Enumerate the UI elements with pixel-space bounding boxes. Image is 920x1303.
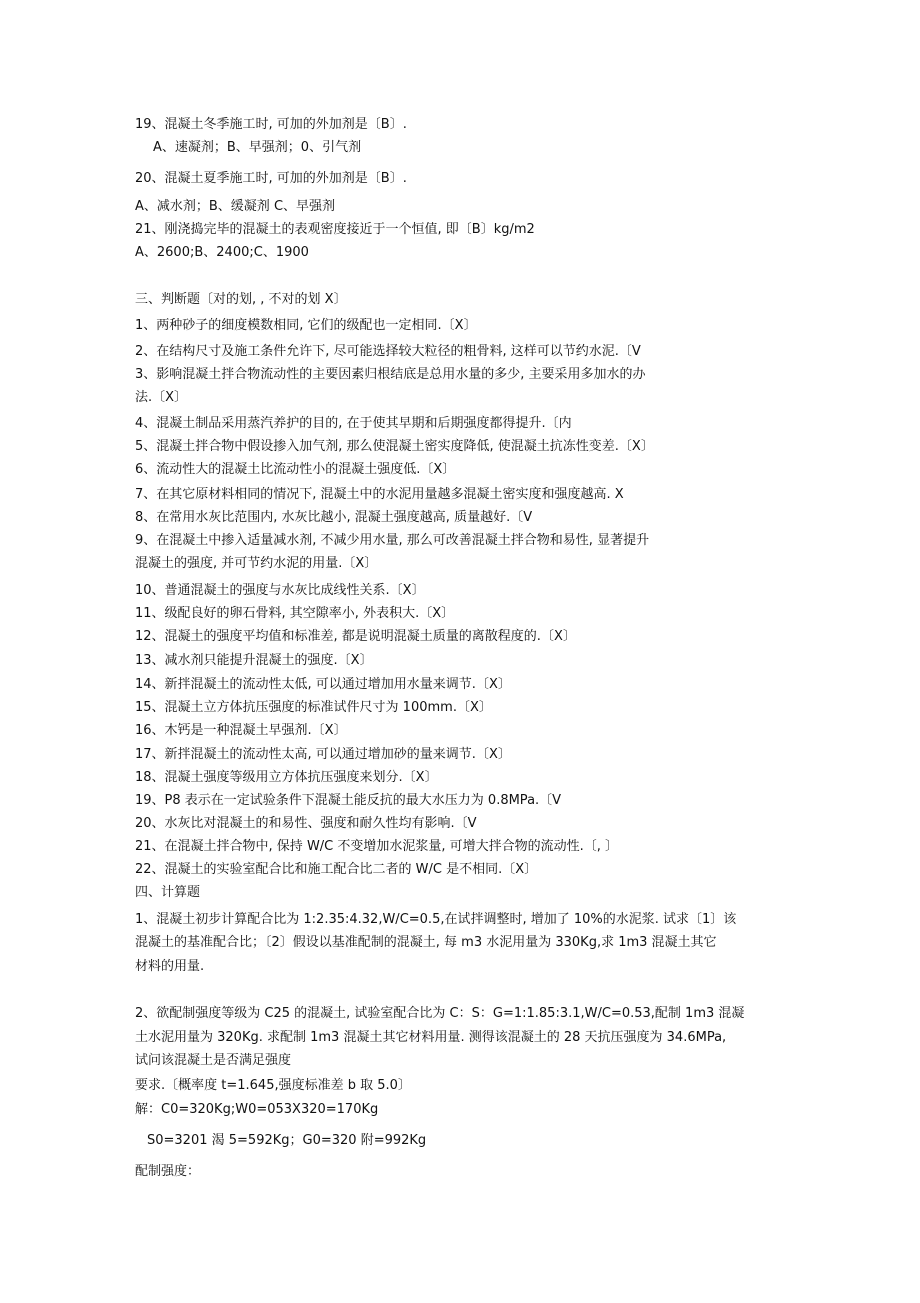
judgement-item-12: 12、混凝土的强度平均值和标准差, 都是说明混凝土质量的离散程度的.〔X〕 bbox=[135, 629, 576, 644]
question-21-text: 21、刚浇捣完毕的混凝土的表观密度接近于一个恒值, 即〔B〕kg/m2 bbox=[135, 222, 535, 237]
question-20-text: 20、混凝土夏季施工时, 可加的外加剂是〔B〕. bbox=[135, 171, 407, 186]
judgement-item-4: 4、混凝土制品采用蒸汽养护的目的, 在于使其早期和后期强度都得提升.〔内 bbox=[135, 416, 572, 431]
question-19-text: 19、混凝土冬季施工时, 可加的外加剂是〔B〕. bbox=[135, 117, 407, 132]
section-heading-judgement: 三、判断题〔对的划, , 不对的划 X〕 bbox=[135, 292, 347, 307]
question-21-options: A、2600;B、2400;C、1900 bbox=[135, 245, 309, 260]
question-19-options: A、速凝剂；B、早强剂；0、引气剂 bbox=[153, 140, 362, 155]
judgement-item-9-cont: 混凝土的强度, 并可节约水泥的用量.〔X〕 bbox=[135, 556, 378, 571]
judgement-item-6: 6、流动性大的混凝土比流动性小的混凝土强度低.〔X〕 bbox=[135, 462, 456, 477]
question-20-options: A、减水剂；B、缓凝剂 C、早强剂 bbox=[135, 199, 336, 214]
judgement-item-8: 8、在常用水灰比范围内, 水灰比越小, 混凝土强度越高, 质量越好.〔V bbox=[135, 510, 533, 525]
calc-problem-2-line-2: 土水泥用量为 320Kg. 求配制 1m3 混凝土其它材料用量. 测得该混凝土的 28 天抗压强度为 34.6MPa, bbox=[135, 1030, 727, 1045]
judgement-item-18: 18、混凝土强度等级用立方体抗压强度来划分.〔X〕 bbox=[135, 770, 438, 785]
calc-problem-2-line-1: 2、欲配制强度等级为 C25 的混凝土, 试验室配合比为 C：S：G=1:1.85:3.1,W/C=0.53,配制 1m3 混凝 bbox=[135, 1006, 745, 1021]
judgement-item-22: 22、混凝土的实验室配合比和施工配合比二者的 W/C 是不相同.〔X〕 bbox=[135, 862, 538, 877]
judgement-item-19: 19、P8 表示在一定试验条件下混凝土能反抗的最大水压力为 0.8MPa.〔V bbox=[135, 793, 562, 808]
solution-line-1: 解：C0=320Kg;W0=053X320=170Kg bbox=[135, 1102, 379, 1117]
solution-line-2: S0=3201 渴 5=592Kg；G0=320 附=992Kg bbox=[147, 1133, 427, 1148]
judgement-item-13: 13、减水剂只能提升混凝土的强度.〔X〕 bbox=[135, 653, 373, 668]
judgement-item-1: 1、两种砂子的细度模数相同, 它们的级配也一定相同.〔X〕 bbox=[135, 318, 477, 333]
judgement-item-17: 17、新拌混凝土的流动性太高, 可以通过增加砂的量来调节.〔X〕 bbox=[135, 747, 511, 762]
judgement-item-9: 9、在混凝土中掺入适量减水剂, 不减少用水量, 那么可改善混凝土拌合物和易性, 显著提升 bbox=[135, 533, 650, 548]
judgement-item-2: 2、在结构尺寸及施工条件允许下, 尽可能选择较大粒径的粗骨料, 这样可以节约水泥.〔V bbox=[135, 344, 641, 359]
judgement-item-20: 20、水灰比对混凝土的和易性、强度和耐久性均有影响.〔V bbox=[135, 816, 477, 831]
judgement-item-14: 14、新拌混凝土的流动性太低, 可以通过增加用水量来调节.〔X〕 bbox=[135, 677, 511, 692]
judgement-item-5: 5、混凝土拌合物中假设掺入加气剂, 那么使混凝土密实度降低, 使混凝土抗冻性变差.〔X〕 bbox=[135, 439, 654, 454]
judgement-item-11: 11、级配良好的卵石骨料, 其空隙率小, 外表积大.〔X〕 bbox=[135, 606, 455, 621]
calc-problem-1-line-3: 材料的用量. bbox=[135, 959, 205, 974]
judgement-item-10: 10、普通混凝土的强度与水灰比成线性关系.〔X〕 bbox=[135, 583, 425, 598]
solution-line-3: 配制强度： bbox=[135, 1164, 201, 1179]
judgement-item-21: 21、在混凝土拌合物中, 保持 W/C 不变增加水泥浆量, 可增大拌合物的流动性.〔, 〕 bbox=[135, 839, 619, 854]
judgement-item-16: 16、木钙是一种混凝土早强剂.〔X〕 bbox=[135, 723, 347, 738]
calc-problem-1-line-1: 1、混凝土初步计算配合比为 1:2.35:4.32,W/C=0.5,在试拌调整时, 增加了 10%的水泥浆. 试求〔1〕该 bbox=[135, 912, 737, 927]
section-heading-calculation: 四、计算题 bbox=[135, 885, 201, 900]
calc-problem-2-line-4: 要求.〔概率度 t=1.645,强度标准差 b 取 5.0〕 bbox=[135, 1078, 411, 1093]
judgement-item-3-cont: 法.〔X〕 bbox=[135, 390, 188, 405]
judgement-item-7: 7、在其它原材料相同的情况下, 混凝土中的水泥用量越多混凝土密实度和强度越高. X bbox=[135, 487, 624, 502]
judgement-item-3: 3、影响混凝土拌合物流动性的主要因素归根结底是总用水量的多少, 主要采用多加水的办 bbox=[135, 367, 646, 382]
judgement-item-15: 15、混凝土立方体抗压强度的标准试件尺寸为 100mm.〔X〕 bbox=[135, 700, 492, 715]
calc-problem-2-line-3: 试问该混凝土是否满足强度 bbox=[135, 1053, 292, 1068]
calc-problem-1-line-2: 混凝土的基准配合比；〔2〕假设以基准配制的混凝土, 每 m3 水泥用量为 330Kg,求 1m3 混凝土其它 bbox=[135, 935, 717, 950]
